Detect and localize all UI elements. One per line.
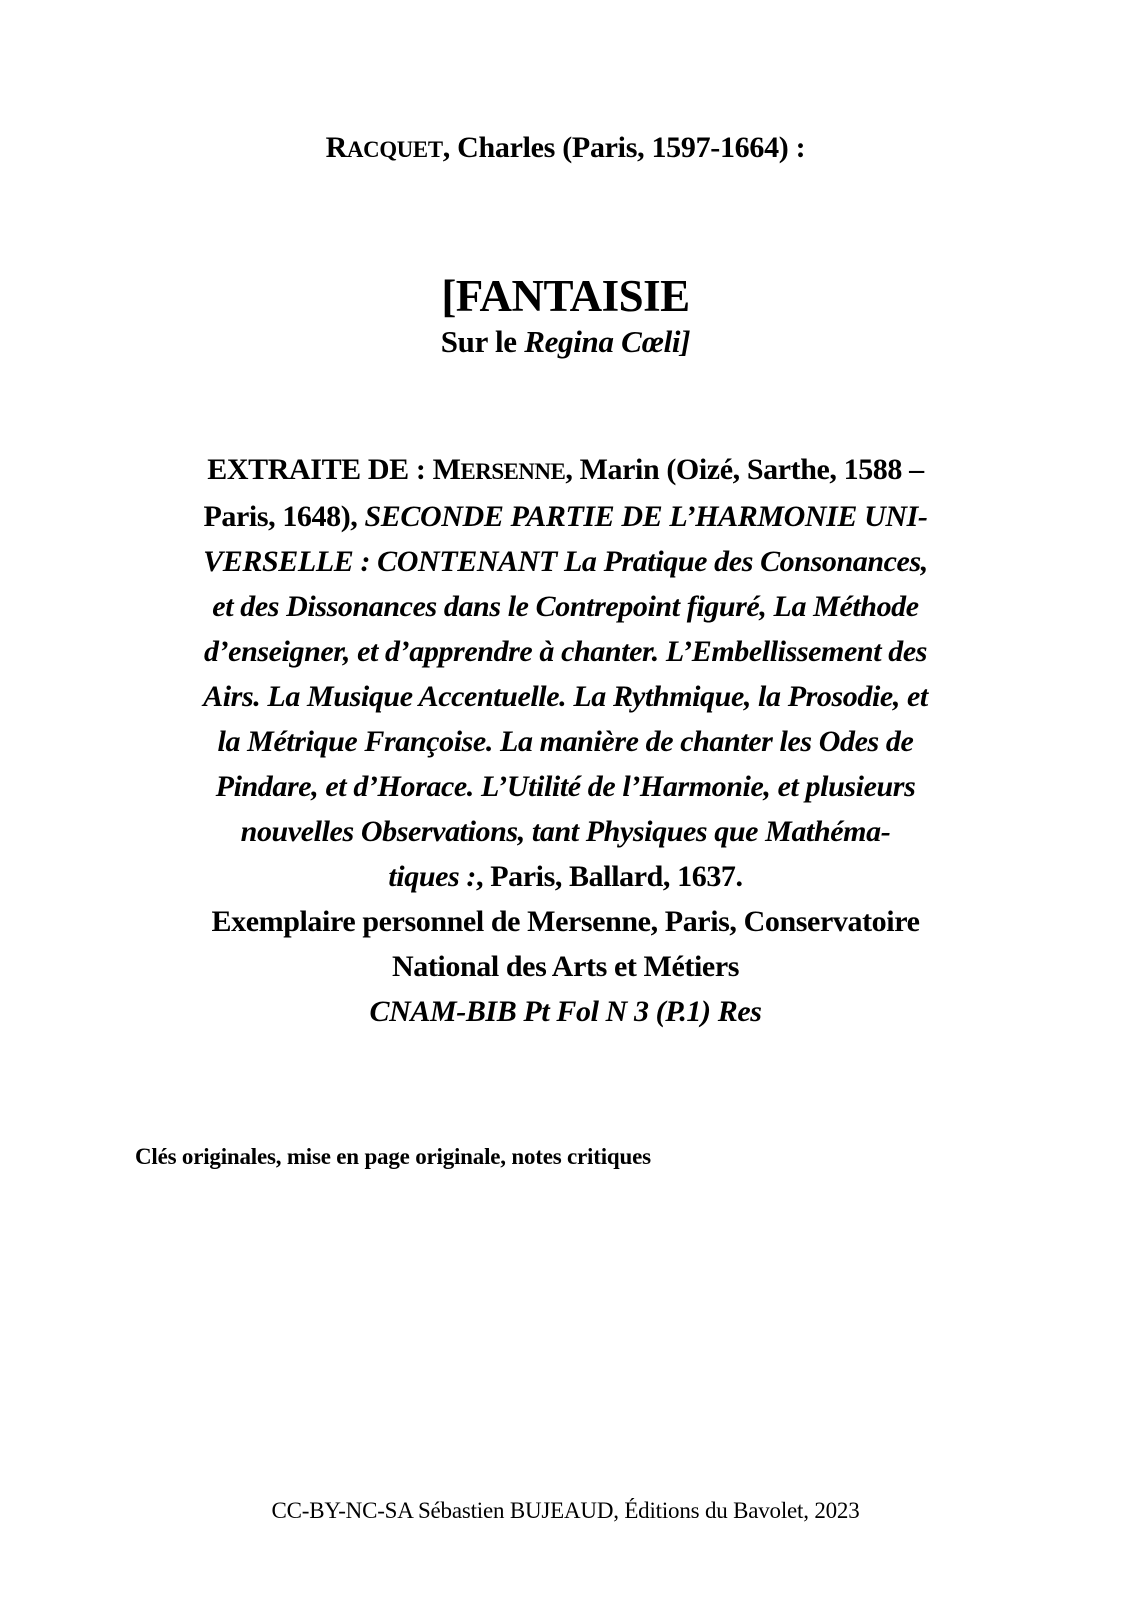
text-line (135, 494, 996, 539)
text-segment: R (325, 131, 348, 164)
text-line (135, 989, 996, 1034)
text-segment: VERSELLE : CONTENANT La Pratique des Consonances, (203, 545, 928, 578)
text-segment: Pindare, et d’Horace. L’Utilité de l’Harmonie, et plusieurs (215, 770, 916, 803)
text-segment: nouvelles Observations, tant Physiques que Mathéma- (240, 815, 891, 848)
text-segment: ERSENNE (460, 459, 566, 484)
edition-notes: Clés originales, mise en page originale, notes critiques (135, 1144, 651, 1169)
text-segment: M (432, 453, 461, 486)
text-segment: ACQUET (347, 137, 443, 162)
source-paragraph (135, 447, 996, 1034)
text-segment: Paris, 1648), (203, 500, 365, 533)
text-segment: Airs. La Musique Accentuelle. La Rythmique, la Prosodie, et (203, 680, 928, 713)
text-line (135, 674, 996, 719)
author-heading (0, 131, 1131, 165)
text-segment: National des Arts et Métiers (391, 950, 740, 983)
text-line (135, 719, 996, 764)
text-segment: SECONDE PARTIE DE L’HARMONIE UNI- (364, 500, 928, 533)
text-line (135, 629, 996, 674)
text-line (135, 809, 996, 854)
work-title: [FANTAISIE (441, 271, 690, 321)
text-segment: , Charles (Paris, 1597-1664) : (442, 131, 806, 164)
text-line (135, 447, 996, 494)
text-segment: Sur le (440, 324, 525, 359)
text-segment: Regina Cœli] (524, 324, 691, 359)
text-segment: la Métrique Françoise. La manière de chanter les Odes de (217, 725, 914, 758)
text-line (135, 764, 996, 809)
text-line (135, 899, 996, 944)
text-segment: CNAM-BIB Pt Fol N 3 (P.1) Res (369, 995, 762, 1028)
text-segment: Exemplaire personnel de Mersenne, Paris, Conservatoire (211, 905, 920, 938)
text-segment: tiques : (388, 860, 476, 893)
text-line (135, 539, 996, 584)
text-line (135, 584, 996, 629)
work-subtitle (0, 324, 1131, 360)
text-segment: EXTRAITE DE : (207, 453, 433, 486)
text-line (135, 944, 996, 989)
text-line (135, 854, 996, 899)
text-segment: et des Dissonances dans le Contrepoint figuré, La Méthode (212, 590, 919, 623)
text-segment: d’enseigner, et d’apprendre à chanter. L’Embellissement des (203, 635, 928, 668)
license-footer: CC-BY-NC-SA Sébastien BUJEAUD, Éditions du Bavolet, 2023 (271, 1498, 860, 1523)
text-segment: , Marin (Oizé, Sarthe, 1588 – (565, 453, 924, 486)
text-segment: , Paris, Ballard, 1637. (476, 860, 743, 893)
